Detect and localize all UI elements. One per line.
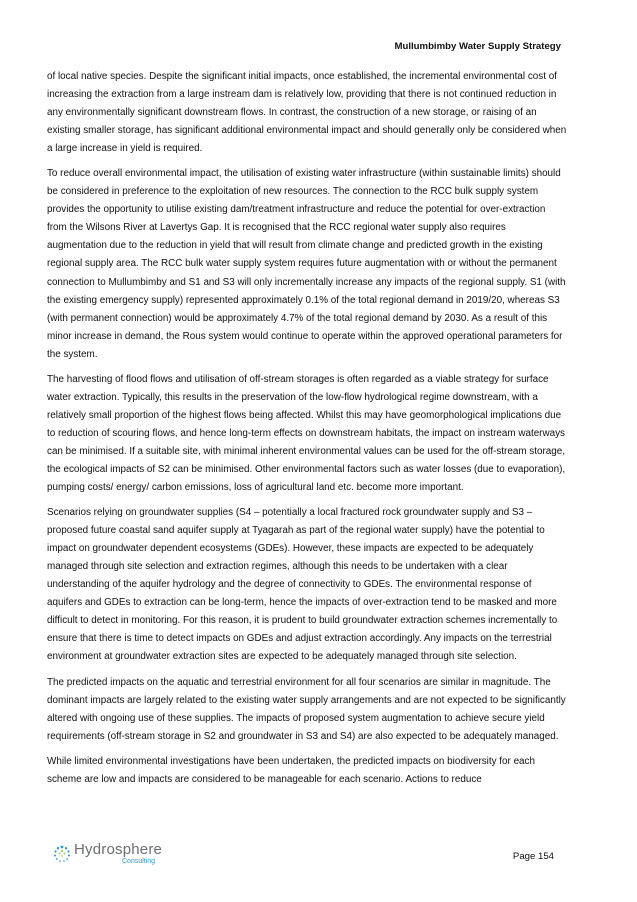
paragraph: The predicted impacts on the aquatic and terrestrial environment for all four scenarios are similar in magnitude. The dominant impacts are largely related to the existing water supply arrangements and are not expected to be significantly altered with ongoing use of these supplies. The impacts of proposed system augmentation to achieve secure yield requirements (off-stream storage in S2 and groundwater in S3 and S4) are also expected to be adequately managed.	[47, 676, 566, 742]
logo-name: Hydrosphere	[74, 841, 163, 858]
footer-logo	[52, 842, 162, 865]
document-header-title: Mullumbimby Water Supply Strategy	[394, 41, 561, 52]
page-number: Page 154	[512, 851, 554, 862]
paragraph: of local native species. Despite the significant initial impacts, once established, the incremental environmental cost of increasing the extraction from a large instream dam is relatively low, providing that there is not continued reduction in any environmentally significant downstream flows. In contrast, the construction of a new storage, or raising of an existing smaller storage, has significant additional environmental impact and should generally only be considered when a large increase in yield is required.	[47, 71, 567, 155]
paragraph: The harvesting of flood flows and utilisation of off-stream storages is often regarded as a viable strategy for surface water extraction. Typically, this results in the preservation of the low-flow hydrological regime downstream, with a relatively small proportion of the highest flows being affected. Whilst this may have geomorphological implications due to reduction of scouring flows, and hence long-term effects on downstream habitats, the impact on instream waterways can be minimised. If a suitable site, with minimal inherent environmental values can be used for the off-stream storage, the ecological impacts of S2 can be minimised. Other environmental factors such as water losses (due to evaporation), pumping costs/ energy/ carbon emissions, loss of agricultural land etc. become more important.	[47, 373, 566, 494]
document-body	[47, 68, 567, 796]
hydrosphere-logo-icon	[52, 844, 72, 864]
paragraph: Scenarios relying on groundwater supplies (S4 – potentially a local fractured rock groundwater supply and S3 – proposed future coastal sand aquifer supply at Tyagarah as part of the regional water supply) have the potential to impact on groundwater dependent ecosystems (GDEs). However, these impacts are expected to be adequately managed through site selection and extraction regimes, although this needs to be undertaken with a clear understanding of the aquifer hydrology and the degree of connectivity to GDEs. The environmental response of aquifers and GDEs to extraction can be long-term, hence the impacts of over-extraction tend to be masked and more difficult to detect in monitoring. For this reason, it is prudent to build groundwater extraction schemes incrementally to ensure that there is time to detect impacts on GDEs and adjust extraction accordingly. Any impacts on the terrestrial environment at groundwater extraction sites are expected to be adequately managed through site selection.	[47, 507, 558, 663]
paragraph: While limited environmental investigations have been undertaken, the predicted impacts on biodiversity for each scheme are low and impacts are considered to be manageable for each scenario. Actions to reduce	[47, 755, 535, 785]
logo-subtitle: Consulting	[122, 858, 156, 865]
paragraph: To reduce overall environmental impact, the utilisation of existing water infrastructure (within sustainable limits) should be considered in preference to the exploitation of new resources. The connection to the RCC bulk supply system provides the opportunity to utilise existing dam/treatment infrastructure and reduce the potential for over-extraction from the Wilsons River at Lavertys Gap. It is recognised that the RCC regional water supply also requires augmentation due to the reduction in yield that will result from climate change and predicted growth in the existing regional supply area. The RCC bulk water supply system requires future augmentation with or without the permanent connection to Mullumbimby and S1 and S3 will only incrementally increase any impacts of the regional supply. S1 (with the existing emergency supply) represented approximately 0.1% of the total regional demand in 2019/20, whereas S3 (with permanent connection) would be approximately 4.7% of the total regional demand by 2030. As a result of this minor increase in demand, the Rous system would continue to operate within the approved operational parameters for the system.	[47, 168, 566, 360]
